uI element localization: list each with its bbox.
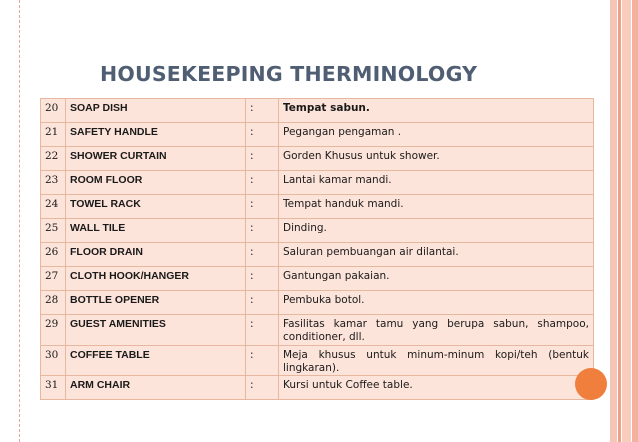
right-stripe — [622, 0, 631, 442]
row-number: 23 — [41, 171, 66, 195]
right-stripe — [632, 0, 638, 442]
separator-cell: : — [246, 267, 279, 291]
separator-cell: : — [246, 376, 279, 400]
page-title: HOUSEKEEPING THERMINOLOGY — [100, 62, 478, 86]
table-row — [41, 376, 594, 400]
table-row — [41, 291, 594, 315]
table-row — [41, 123, 594, 147]
separator-cell: : — [246, 99, 279, 123]
row-number: 30 — [41, 346, 66, 376]
table-row — [41, 171, 594, 195]
meaning-cell: Dinding. — [279, 219, 594, 243]
term-cell: SHOWER CURTAIN — [66, 147, 246, 171]
table-row — [41, 346, 594, 376]
separator-cell: : — [246, 171, 279, 195]
row-number: 22 — [41, 147, 66, 171]
meaning-cell: Pegangan pengaman . — [279, 123, 594, 147]
term-cell: SAFETY HANDLE — [66, 123, 246, 147]
row-number: 28 — [41, 291, 66, 315]
meaning-cell: Gorden Khusus untuk shower. — [279, 147, 594, 171]
term-cell: BOTTLE OPENER — [66, 291, 246, 315]
meaning-cell: Meja khusus untuk minum-minum kopi/teh (bentuk lingkaran). — [279, 346, 594, 376]
table-row — [41, 99, 594, 123]
separator-cell: : — [246, 147, 279, 171]
term-cell: COFFEE TABLE — [66, 346, 246, 376]
meaning-cell: Gantungan pakaian. — [279, 267, 594, 291]
separator-cell: : — [246, 195, 279, 219]
separator-cell: : — [246, 291, 279, 315]
term-cell: CLOTH HOOK/HANGER — [66, 267, 246, 291]
decorative-dot — [575, 368, 607, 400]
table-row — [41, 147, 594, 171]
separator-cell: : — [246, 346, 279, 376]
terminology-table — [40, 98, 594, 400]
right-stripe — [618, 0, 621, 442]
row-number: 26 — [41, 243, 66, 267]
table-row — [41, 267, 594, 291]
meaning-cell: Pembuka botol. — [279, 291, 594, 315]
separator-cell: : — [246, 315, 279, 346]
table-row — [41, 243, 594, 267]
left-dashed-guide — [19, 0, 20, 442]
meaning-cell: Lantai kamar mandi. — [279, 171, 594, 195]
table-row — [41, 195, 594, 219]
row-number: 29 — [41, 315, 66, 346]
separator-cell: : — [246, 219, 279, 243]
row-number: 24 — [41, 195, 66, 219]
row-number: 27 — [41, 267, 66, 291]
term-cell: GUEST AMENITIES — [66, 315, 246, 346]
table-row — [41, 315, 594, 346]
separator-cell: : — [246, 123, 279, 147]
row-number: 21 — [41, 123, 66, 147]
term-cell: TOWEL RACK — [66, 195, 246, 219]
term-cell: ROOM FLOOR — [66, 171, 246, 195]
terminology-table-body — [41, 99, 594, 400]
meaning-cell: Kursi untuk Coffee table. — [279, 376, 594, 400]
row-number: 31 — [41, 376, 66, 400]
term-cell: WALL TILE — [66, 219, 246, 243]
meaning-cell: Saluran pembuangan air dilantai. — [279, 243, 594, 267]
meaning-cell: Fasilitas kamar tamu yang berupa sabun, shampoo, conditioner, dll. — [279, 315, 594, 346]
separator-cell: : — [246, 243, 279, 267]
row-number: 25 — [41, 219, 66, 243]
term-cell: SOAP DISH — [66, 99, 246, 123]
table-row — [41, 219, 594, 243]
term-cell: FLOOR DRAIN — [66, 243, 246, 267]
meaning-cell: Tempat handuk mandi. — [279, 195, 594, 219]
meaning-cell: Tempat sabun. — [279, 99, 594, 123]
right-stripe — [610, 0, 617, 442]
term-cell: ARM CHAIR — [66, 376, 246, 400]
row-number: 20 — [41, 99, 66, 123]
